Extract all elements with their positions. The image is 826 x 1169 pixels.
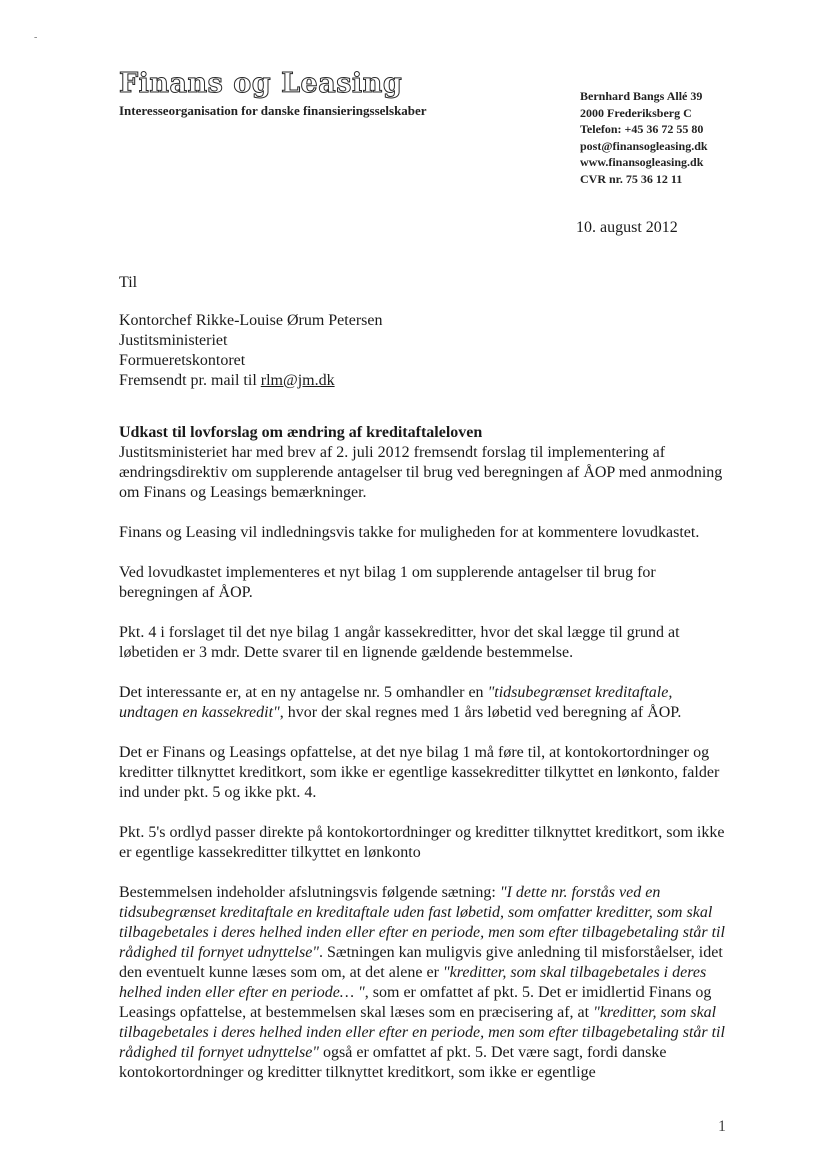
page-number: 1 [718, 1118, 726, 1135]
organization-logo: Finans og Leasing [119, 68, 403, 99]
p8-text-e: , som er omfattet af pkt. 5. Det er imidlertid Finans og Leasings opfattelse, at bestemmelsen skal læses som en præcisering af, at [119, 984, 712, 1021]
p5-text-a: Det interessante er, at en ny antagelse nr. 5 omhandler en [119, 684, 488, 701]
organization-tagline: Interesseorganisation for danske finansieringsselskaber [119, 103, 427, 118]
paragraph-5 [119, 683, 734, 723]
sender-address [580, 88, 708, 187]
p8-text-c: . Sætningen kan muligvis give anledning til misforståelser, idet den eventuelt kunne læses som om, at det alene er [119, 944, 723, 981]
corner-mark: - [34, 32, 38, 43]
p8-text-a: Bestemmelsen indeholder afslutningsvis følgende sætning: [119, 884, 500, 901]
address-street: Bernhard Bangs Allé 39 [580, 89, 703, 103]
p5-text-c: , hvor der skal regnes med 1 års løbetid ved beregning af ÅOP. [279, 704, 682, 721]
p8-quote-3: "kreditter, som skal tilbagebetales i deres helhed inden eller efter en periode, men som efter tilbagebetaling står til rådighed til fornyet udnyttelse" [119, 1004, 725, 1061]
recipient-name: Kontorchef Rikke-Louise Ørum Petersen [119, 312, 383, 329]
letter-date: 10. august 2012 [576, 219, 678, 236]
letter-body [119, 423, 734, 1103]
mail-prefix: Fremsendt pr. mail til [119, 372, 261, 389]
p8-quote-1: "I dette nr. forstås ved en tidsubegrænset kreditaftale en kreditaftale uden fast løbetid, som omfatter kreditter, som skal tilbagebetales i deres helhed inden eller efter en periode, men som efter tilbagebetaling står til rådighed til fornyet udnyttelse" [119, 884, 725, 961]
recipient-office: Formueretskontoret [119, 352, 246, 369]
paragraph-8 [119, 883, 734, 1083]
p8-quote-2: "kreditter, som skal tilbagebetales i deres helhed inden eller efter en periode… " [119, 964, 707, 1001]
paragraph-4: Pkt. 4 i forslaget til det nye bilag 1 angår kassekreditter, hvor det skal lægge til grund at løbetiden er 3 mdr. Dette svarer til en lignende gældende bestemmelse. [119, 624, 680, 661]
paragraph-1: Justitsministeriet har med brev af 2. juli 2012 fremsendt forslag til implementering af ændringsdirektiv om supplerende antagelser til brug ved beregningen af ÅOP med anmodning om Finans og Leasings bemærkninger. [119, 444, 723, 501]
recipient-email-link[interactable]: rlm@jm.dk [260, 372, 335, 389]
to-label: Til [119, 274, 138, 291]
address-cvr: CVR nr. 75 36 12 11 [580, 171, 683, 186]
address-phone: Telefon: +45 36 72 55 80 [580, 122, 704, 136]
recipient-ministry: Justitsministeriet [119, 332, 228, 349]
letter-subject: Udkast til lovforslag om ændring af kreditaftaleloven [119, 424, 483, 441]
p8-text-g: også er omfattet af pkt. 5. Det være sagt, fordi danske kontokortordninger og kreditter tilknyttet kreditkort, som ikke er egentlige [119, 1044, 667, 1081]
paragraph-6: Det er Finans og Leasings opfattelse, at det nye bilag 1 må føre til, at kontokortordninger og kreditter tilknyttet kreditkort, som ikke er egentlige kassekreditter tilkyttet en lønkonto, falder ind under pkt. 5 og ikke pkt. 4. [119, 744, 720, 801]
p5-quote: "tidsubegrænset kreditaftale, undtagen en kassekredit" [119, 684, 673, 721]
recipient-block [119, 311, 382, 391]
paragraph-7: Pkt. 5's ordlyd passer direkte på kontokortordninger og kreditter tilknyttet kreditkort, som ikke er egentlige kassekreditter tilkyttet en lønkonto [119, 824, 725, 861]
address-email: post@finansogleasing.dk [580, 138, 708, 153]
address-city: 2000 Frederiksberg C [580, 105, 692, 120]
recipient-mail-line [119, 371, 382, 391]
paragraph-3: Ved lovudkastet implementeres et nyt bilag 1 om supplerende antagelser til brug for beregningen af ÅOP. [119, 564, 656, 601]
paragraph-2: Finans og Leasing vil indledningsvis takke for muligheden for at kommentere lovudkastet. [119, 524, 700, 541]
address-website: www.finansogleasing.dk [580, 155, 704, 169]
